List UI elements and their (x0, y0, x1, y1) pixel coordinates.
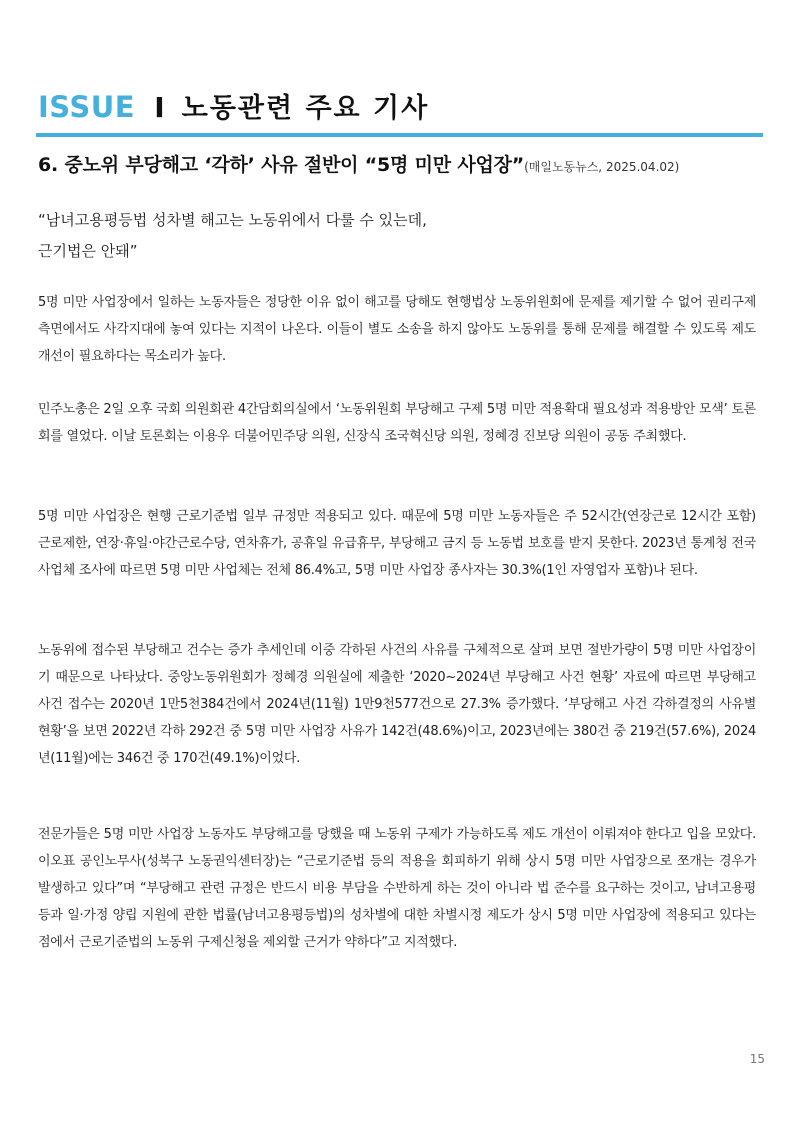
body-paragraph-1: 5명 미만 사업장에서 일하는 노동자들은 정당한 이유 없이 해고를 당해도 현행법상 노동위원회에 문제를 제기할 수 없어 권리구제 측면에서도 사각지대에 놓여 있다는 지적이 나온다. 이들이 별도 소송을 하지 않아도 노동위를 통해 문제를 해결할 수 있도록 제도 개선이 필요하다는 목소리가 높다. (38, 295, 756, 364)
pull-quote (38, 205, 738, 267)
body-paragraph-3: 5명 미만 사업장은 현행 근로기준법 일부 규정만 적용되고 있다. 때문에 5명 미만 노동자들은 주 52시간(연장근로 12시간 포함) 근로제한, 연장·휴일·야간근로수당, 연차휴가, 공휴일 유급휴무, 부당해고 금지 등 노동법 보호를 받지 못한다. 2023년 통계청 전국 사업체 조사에 따르면 5명 미만 사업체는 전체 86.4%고, 5명 미만 사업장 종사자는 30.3%(1인 자영업자 포함)나 된다. (38, 509, 756, 578)
header-separator: I (154, 91, 165, 124)
section-header (38, 86, 762, 130)
article-title: 6. 중노위 부당해고 ‘각하’ 사유 절반이 “5명 미만 사업장” (38, 154, 525, 176)
pull-quote-line-1: “남녀고용평등법 성차별 해고는 노동위에서 다룰 수 있는데, (38, 211, 427, 229)
issue-label: ISSUE (38, 90, 136, 124)
page-number: 15 (749, 1052, 765, 1066)
body-paragraph-2: 민주노총은 2일 오후 국회 의원회관 4간담회의실에서 ‘노동위원회 부당해고 구제 5명 미만 적용확대 필요성과 적용방안 모색’ 토론회를 열었다. 이날 토론회는 이용우 더불어민주당 의원, 신장식 조국혁신당 의원, 정혜경 진보당 의원이 공동 주최했다. (38, 402, 756, 444)
section-title: 노동관련 주요 기사 (181, 93, 430, 124)
article-source: (매일노동뉴스, 2025.04.02) (524, 160, 680, 174)
article-title-line (38, 150, 762, 177)
body-paragraph-5: 전문가들은 5명 미만 사업장 노동자도 부당해고를 당했을 때 노동위 구제가 가능하도록 제도 개선이 이뤄져야 한다고 입을 모았다. 이오표 공인노무사(성북구 노동권익센터장)는 “근로기준법 등의 적용을 회피하기 위해 상시 5명 미만 사업장으로 쪼개는 경우가 발생하고 있다”며 “부당해고 관련 규정은 반드시 비용 부담을 수반하게 하는 것이 아니라 법 준수를 요구하는 것이고, 남녀고용평등과 일·가정 양립 지원에 관한 법률(남녀고용평등법)의 성차별에 대한 차별시정 제도가 상시 5명 미만 사업장에 적용되고 있다는 점에서 근로기준법의 노동위 구제신청을 제외할 근거가 약하다”고 지적했다. (38, 827, 756, 950)
header-rule (36, 133, 763, 137)
pull-quote-line-2: 근기법은 안돼” (38, 242, 138, 260)
body-paragraph-4: 노동위에 접수된 부당해고 건수는 증가 추세인데 이중 각하된 사건의 사유를 구체적으로 살펴 보면 절반가량이 5명 미만 사업장이기 때문으로 나타났다. 중앙노동위원회가 정혜경 의원실에 제출한 ‘2020~2024년 부당해고 사건 현황’ 자료에 따르면 부당해고 사건 접수는 2020년 1만5천384건에서 2024년(11월) 1만9천577건으로 27.3% 증가했다. ‘부당해고 사건 각하결정의 사유별 현황’을 보면 2022년 각하 292건 중 5명 미만 사업장 사유가 142건(48.6%)이고, 2023년에는 380건 중 219건(57.6%), 2024년(11월)에는 346건 중 170건(49.1%)이었다. (38, 643, 756, 766)
